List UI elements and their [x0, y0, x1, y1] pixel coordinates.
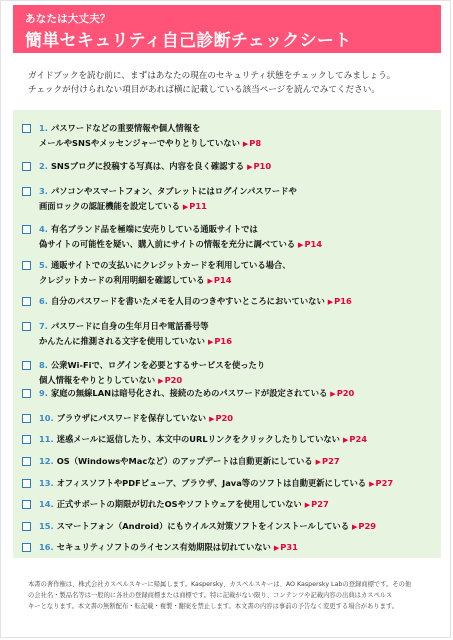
- intro-line-1: ガイドブックを読む前に、まずはあなたの現在のセキュリティ状態をチェックしてみましょう。: [28, 71, 396, 81]
- checkbox[interactable]: [22, 297, 31, 306]
- checklist-item-line: [39, 540, 298, 555]
- checklist-item-text: [39, 222, 322, 251]
- checkbox[interactable]: [22, 500, 31, 509]
- checklist-item-line: [39, 199, 297, 214]
- page-reference-link[interactable]: [158, 375, 182, 385]
- checklist-item-text: [39, 432, 367, 447]
- item-text: オフィスソフトやPDFビューア、ブラウザ、Java等のソフトは自動更新にしている: [56, 478, 367, 488]
- page-number: P16: [334, 296, 352, 306]
- checklist-item-text: [39, 121, 261, 150]
- page-reference-link[interactable]: [209, 413, 233, 423]
- item-number: 3.: [39, 186, 48, 196]
- page-reference-link[interactable]: [343, 434, 367, 444]
- item-number: 11.: [39, 434, 54, 444]
- checklist-item-line: [39, 519, 376, 534]
- checkbox[interactable]: [22, 124, 31, 133]
- page-title: 簡単セキュリティ自己診断チェックシート: [25, 31, 352, 51]
- item-text: スマートフォン（Android）にもウイルス対策ソフトをインストールしている: [56, 521, 350, 531]
- checklist-item-text: [39, 540, 298, 555]
- arrow-right-icon: ▶: [207, 276, 213, 285]
- item-text: クレジットカードの利用明細を確認している: [39, 274, 205, 285]
- arrow-right-icon: ▶: [352, 523, 358, 531]
- checklist-item-text: [39, 497, 329, 512]
- page-reference-link[interactable]: [316, 456, 340, 466]
- item-text: 有名ブランド品を極端に安売りしている通販サイトでは: [50, 224, 258, 234]
- checklist-item-text: [39, 294, 352, 309]
- item-text: 家庭の無線LANは暗号化され、接続のためのパスワードが設定されている: [50, 388, 328, 398]
- checklist-item-text: [39, 159, 271, 174]
- checklist-item-text: [39, 454, 340, 469]
- item-number: 12.: [39, 456, 54, 466]
- banner-subtitle: あなたは大丈夫？: [25, 13, 111, 25]
- arrow-right-icon: ▶: [315, 458, 321, 466]
- page-number: P10: [253, 161, 272, 171]
- item-text: 自分のパスワードを書いたメモを人目のつきやすいところにおいていない: [50, 296, 325, 306]
- arrow-right-icon: ▶: [273, 544, 280, 552]
- page-number: P29: [358, 521, 377, 531]
- copyright-notice: [28, 579, 438, 612]
- checkbox[interactable]: [22, 389, 31, 398]
- checkbox[interactable]: [22, 479, 31, 488]
- item-text: SNSブログに投稿する写真は、内容を良く確認する: [50, 161, 245, 171]
- checklist-item-text: [39, 386, 354, 401]
- checklist-item-text: [39, 358, 265, 387]
- checklist-item-line: [39, 476, 393, 491]
- item-number: 8.: [39, 360, 48, 370]
- item-text: ブラウザにパスワードを保存していない: [56, 413, 207, 423]
- page-reference-link[interactable]: [243, 138, 261, 148]
- checklist-item-line: [39, 454, 340, 469]
- page-number: P16: [214, 335, 232, 346]
- checklist-item-text: [39, 258, 291, 287]
- page-reference-link[interactable]: [247, 161, 271, 171]
- checklist-item-line: [39, 136, 261, 151]
- item-text: 正式サポートの期限が切れたOSやソフトウェアを使用していない: [56, 499, 302, 509]
- page-number: P11: [189, 200, 207, 211]
- page-reference-link[interactable]: [369, 478, 393, 488]
- item-text: 画面ロックの認証機能を設定している: [39, 200, 180, 211]
- checklist-item-line: [39, 334, 232, 349]
- arrow-right-icon: ▶: [247, 163, 253, 171]
- checklist-item-line: [39, 386, 354, 401]
- checklist-item-line: [39, 222, 322, 237]
- checklist-item-line: [39, 258, 291, 273]
- page-reference-link[interactable]: [274, 542, 298, 552]
- page-number: P20: [336, 388, 355, 398]
- item-text: パスワードなどの重要情報や個人情報を: [50, 123, 201, 133]
- page-reference-link[interactable]: [305, 499, 329, 509]
- checklist-item-line: [39, 184, 297, 199]
- item-number: 5.: [39, 260, 48, 270]
- item-number: 7.: [39, 321, 48, 331]
- page-reference-link[interactable]: [183, 201, 207, 211]
- checklist-item-line: [39, 358, 265, 373]
- checklist-item-line: [39, 497, 329, 512]
- arrow-right-icon: ▶: [304, 501, 311, 509]
- item-text: OS（WindowsやMacなど）のアップデートは自動更新にしている: [56, 456, 313, 466]
- page-number: P20: [164, 374, 183, 385]
- page-reference-link[interactable]: [298, 239, 322, 249]
- page-reference-link[interactable]: [207, 275, 231, 285]
- checklist-item-text: [39, 476, 393, 491]
- checklist-item-line: [39, 121, 261, 136]
- page-number: P20: [215, 413, 234, 423]
- checkbox[interactable]: [22, 261, 31, 270]
- arrow-right-icon: ▶: [369, 480, 375, 488]
- page-number: P14: [304, 238, 323, 249]
- arrow-right-icon: ▶: [242, 139, 249, 148]
- intro-text: [28, 69, 440, 97]
- arrow-right-icon: ▶: [158, 376, 164, 385]
- checklist-item-line: [39, 237, 322, 252]
- arrow-right-icon: ▶: [209, 415, 215, 423]
- item-text: 偽サイトの可能性を疑い、購入前にサイトの情報を充分に調べている: [39, 238, 296, 249]
- checklist-item-text: [39, 319, 232, 348]
- page-number: P27: [375, 478, 394, 488]
- item-text: パスワードに自身の生年月日や電話番号等: [50, 321, 209, 331]
- checklist-item-text: [39, 411, 233, 426]
- page-number: P27: [322, 456, 340, 466]
- page-number: P8: [249, 137, 262, 148]
- item-number: 14.: [39, 499, 54, 509]
- item-text: かんたんに推測される文字を使用していない: [39, 335, 205, 346]
- checkbox[interactable]: [22, 543, 31, 552]
- page-reference-link[interactable]: [330, 388, 354, 398]
- item-number: 15.: [39, 521, 54, 531]
- item-number: 13.: [39, 478, 54, 488]
- page-number: P14: [213, 274, 232, 285]
- checkbox[interactable]: [22, 522, 31, 531]
- checkbox[interactable]: [22, 435, 31, 444]
- page-number: P24: [349, 434, 367, 444]
- arrow-right-icon: ▶: [182, 202, 189, 211]
- checkbox[interactable]: [22, 187, 31, 196]
- page-reference-link[interactable]: [328, 296, 352, 306]
- item-text: 個人情報をやりとりしていない: [39, 374, 156, 385]
- footer-line-3: キーとなります。本文書の無断配布・転記載・複製・翻案を禁止します。本文書の内容は事前の予告なく変更する場合があります。: [28, 603, 399, 610]
- checkbox[interactable]: [22, 162, 31, 171]
- arrow-right-icon: ▶: [330, 390, 336, 398]
- page-number: P27: [311, 499, 329, 509]
- item-number: 9.: [39, 388, 48, 398]
- checklist-item-line: [39, 273, 291, 288]
- checklist-item-line: [39, 159, 271, 174]
- page-number: P31: [280, 542, 298, 552]
- item-text: パソコンやスマートフォン、タブレットにはログインパスワードや: [50, 186, 297, 196]
- checkbox[interactable]: [22, 361, 31, 370]
- checkbox[interactable]: [22, 225, 31, 234]
- checklist-item-line: [39, 319, 232, 334]
- arrow-right-icon: ▶: [327, 298, 334, 306]
- item-number: 4.: [39, 224, 48, 234]
- item-text: 通販サイトでの支払いにクレジットカードを利用している場合、: [50, 260, 291, 270]
- checklist-item-line: [39, 432, 367, 447]
- footer-line-2: の会社名・製品名等は一般的に各社の登録商標または商標です。特に記載がない限り、コンテンツや記載内容の出典はカスペルス: [28, 592, 393, 599]
- item-number: 16.: [39, 542, 54, 552]
- item-number: 1.: [39, 123, 48, 133]
- checkbox[interactable]: [22, 322, 31, 331]
- checklist-item-line: [39, 294, 352, 309]
- item-text: セキュリティソフトのライセンス有効期限は切れていない: [56, 542, 271, 552]
- checklist-item-line: [39, 411, 233, 426]
- item-text: 迷惑メールに返信したり、本文中のURLリンクをクリックしたりしていない: [56, 434, 340, 444]
- title-banner: [13, 5, 441, 53]
- checklist-item-line: [39, 373, 265, 388]
- footer-line-1: 本書の著作権は、株式会社カスペルスキーに帰属します。Kaspersky、カスペルスキーは、AO Kaspersky Labの登録商標です。その他: [28, 581, 412, 588]
- checklist-item-text: [39, 519, 376, 534]
- arrow-right-icon: ▶: [298, 240, 304, 249]
- item-number: 2.: [39, 161, 48, 171]
- page-reference-link[interactable]: [208, 336, 232, 346]
- item-number: 10.: [39, 413, 54, 423]
- page-reference-link[interactable]: [352, 521, 376, 531]
- checkbox[interactable]: [22, 457, 31, 466]
- arrow-right-icon: ▶: [207, 337, 214, 346]
- checkbox[interactable]: [22, 414, 31, 423]
- item-number: 6.: [39, 296, 48, 306]
- intro-line-2: チェックが付けられない項目があれば横に記載している該当ページを読んでみてください。: [28, 85, 380, 95]
- item-text: メールやSNSやメッセンジャーでやりとりしていない: [39, 137, 240, 148]
- checklist-item-text: [39, 184, 297, 213]
- arrow-right-icon: ▶: [342, 436, 349, 444]
- item-text: 公衆Wi-Fiで、ログインを必要とするサービスを使ったり: [50, 360, 266, 370]
